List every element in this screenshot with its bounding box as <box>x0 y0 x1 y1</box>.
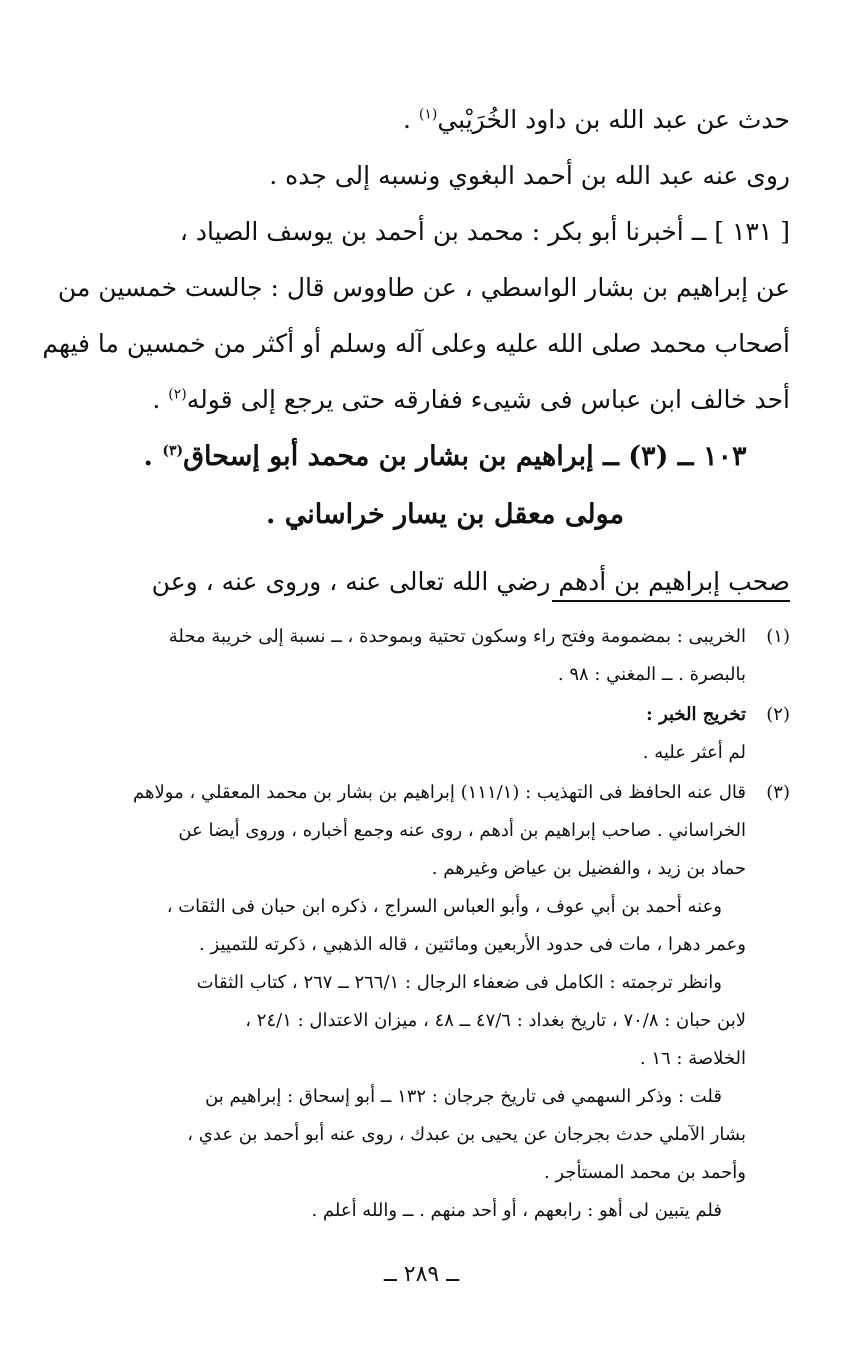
main-line: أصحاب محمد صلى الله عليه وعلى آله وسلم أو أكثر من خمسين ما فيهم <box>42 329 790 358</box>
main-line: صحب إبراهيم بن أدهم رضي الله تعالى عنه ، وروى عنه ، وعن <box>151 567 790 596</box>
footnote-line: فلم يتبين لى أهو : رابعهم ، أو أحد منهم . ــ والله أعلم . <box>311 1200 722 1221</box>
heading-text: ١٠٣ ــ (٣) ــ إبراهيم بن بشار بن محمد أبو إسحاق <box>183 441 747 472</box>
main-line: [ ١٣١ ] ــ أخبرنا أبو بكر : محمد بن أحمد بن يوسف الصياد ، <box>179 217 790 246</box>
footnote-line: الخريبى : بمضمومة وفتح راء وسكون تحتية وبموحدة ، ــ نسبة إلى خريبة محلة <box>168 626 746 647</box>
footnote-3 <box>125 774 790 1230</box>
main-line <box>100 92 790 148</box>
main-text <box>42 92 790 610</box>
footnote-title: تخريج الخبر : <box>646 704 746 725</box>
text-span: حدث عن عبد الله بن داود الخُرَيْبي <box>437 105 790 134</box>
footnote-line: الخلاصة : ١٦ . <box>639 1048 746 1069</box>
footnote-line: وانظر ترجمته : الكامل فى ضعفاء الرجال : ٢٦٦/١ ــ ٢٦٧ ، كتاب الثقات <box>196 972 722 993</box>
footnotes <box>125 618 790 1232</box>
footnote-line: لابن حبان : ٧٠/٨ ، تاريخ بغداد : ٤٧/٦ ــ ٤٨ ، ميزان الاعتدال : ٢٤/١ ، <box>245 1010 746 1031</box>
footnote-line: قلت : وذكر السهمي فى تاريخ جرجان : ١٣٢ ــ أبو إسحاق : إبراهيم بن <box>205 1086 722 1107</box>
footnote-1 <box>125 618 790 694</box>
footnote-line: حماد بن زيد ، والفضيل بن عياض وغيرهم . <box>431 858 746 879</box>
footnote-line: وعنه أحمد بن أبي عوف ، وأبو العباس السراج ، ذكره ابن حبان فى الثقات ، <box>166 896 722 917</box>
text-span: . <box>152 385 169 414</box>
main-line <box>100 372 790 428</box>
footnote-line: قال عنه الحافظ فى التهذيب : (١١١/١) إبراهيم بن بشار بن محمد المعقلي ، مولاهم <box>133 782 746 803</box>
footnote-line: الخراساني . صاحب إبراهيم بن أدهم ، روى عنه وجمع أخباره ، وروى أيضا عن <box>178 820 746 841</box>
footnote-line: لم أعثر عليه . <box>642 742 746 763</box>
text-span: . <box>402 105 419 134</box>
footnote-ref-1: (١) <box>418 106 438 123</box>
footnote-line: بالبصرة . ــ المغني : ٩٨ . <box>557 664 746 685</box>
footnote-line: وأحمد بن محمد المستأجر . <box>543 1162 746 1183</box>
footnote-divider <box>552 600 790 602</box>
footnote-number: (١) <box>766 626 790 647</box>
footnote-ref-2: (٢) <box>168 386 187 403</box>
footnote-ref-3: (٣) <box>162 443 184 459</box>
footnote-line: وعمر دهرا ، مات فى حدود الأربعين ومائتين ، قاله الذهبي ، ذكرته للتمييز . <box>199 934 746 955</box>
text-span: أحد خالف ابن عباس فى شيىء ففارقه حتى يرجع إلى قوله <box>186 385 790 414</box>
main-line: روى عنه عبد الله بن أحمد البغوي ونسبه إلى جده . <box>269 161 790 190</box>
footnote-line: بشار الآملي حدث بجرجان عن يحيى بن عبدك ، روى عنه أبو أحمد بن عدي ، <box>187 1124 746 1145</box>
page-number: ــ ٢٨٩ ــ <box>383 1262 460 1287</box>
main-line: عن إبراهيم بن بشار الواسطي ، عن طاووس قال : جالست خمسين من <box>57 273 790 302</box>
footnote-number: (٣) <box>766 782 790 803</box>
text-span: . <box>143 441 163 472</box>
footnote-number: (٢) <box>766 704 790 725</box>
entry-heading <box>100 428 790 486</box>
footnote-2 <box>125 696 790 772</box>
entry-subheading: مولى معقل بن يسار خراساني . <box>265 499 625 530</box>
